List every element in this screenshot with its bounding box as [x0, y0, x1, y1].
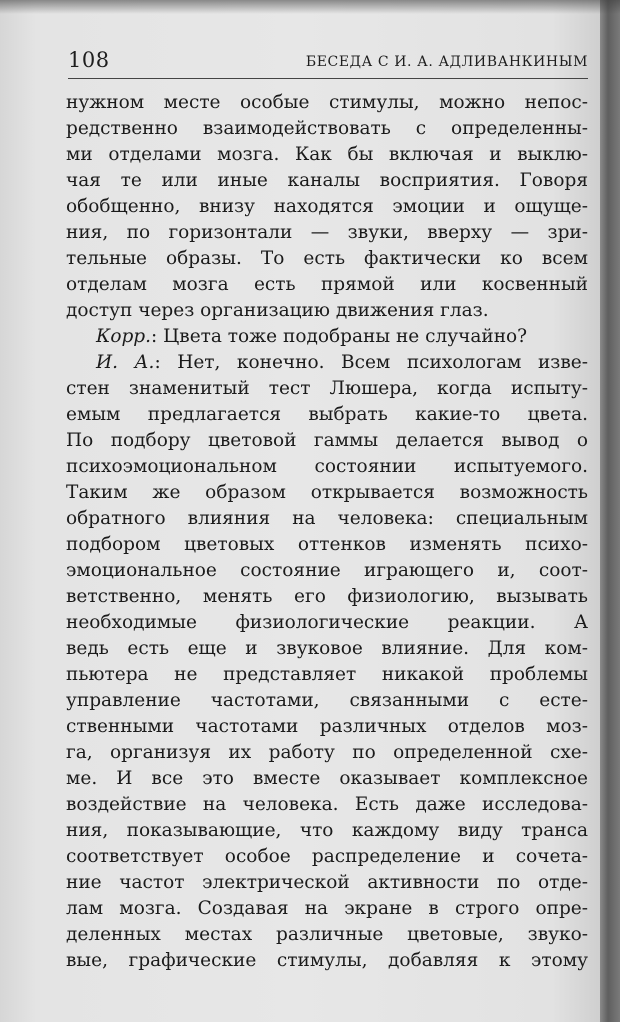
- text-line: соответствует особое распределение и сочета-: [66, 846, 588, 867]
- text-line: ме. И все это вместе оказывает комплексное: [66, 768, 588, 789]
- text-line: стен знаменитый тест Люшера, когда испыту-: [66, 378, 588, 399]
- text-line: отделам мозга есть прямой или косвенный: [66, 274, 588, 295]
- text-line: ние частот электрической активности по отде-: [66, 872, 588, 893]
- dialogue-line: Корр.: Цвета тоже подобраны не случайно?: [96, 326, 528, 347]
- text-line: емым предлагается выбрать какие-то цвета.: [66, 404, 588, 425]
- text-line: вые, графические стимулы, добавляя к этому: [66, 950, 588, 971]
- running-head: БЕСЕДА С И. А. АДЛИВАНКИНЫМ: [305, 54, 588, 70]
- text-line: подбором цветовых оттенков изменять психо-: [66, 534, 588, 555]
- text-line: психоэмоциональном состоянии испытуемого.: [66, 456, 588, 477]
- text-line: ведь есть еще и звуковое влияние. Для ком-: [66, 638, 588, 659]
- text-line: ми отделами мозга. Как бы включая и выклю-: [66, 144, 588, 165]
- text-line: доступ через организацию движения глаз.: [66, 300, 489, 321]
- text-line: воздействие на человека. Есть даже исследова-: [66, 794, 588, 815]
- page-header: [68, 44, 588, 78]
- body-text: [66, 90, 588, 974]
- text-line: пьютера не представляет никакой проблемы: [66, 664, 588, 685]
- text-line: По подбору цветовой гаммы делается вывод о: [66, 430, 588, 451]
- text-line: ственными частотами различных отделов моз-: [66, 716, 588, 737]
- text-line: необходимые физиологические реакции. А: [66, 612, 588, 633]
- text-line: чая те или иные каналы восприятия. Говоря: [66, 170, 588, 191]
- top-edge-shadow: [0, 0, 620, 14]
- text-line: га, организуя их работу по определенной схе-: [66, 742, 588, 763]
- page-number: 108: [68, 48, 110, 72]
- text-line: редственно взаимодействовать с определенны-: [66, 118, 588, 139]
- text-line: ния, по горизонтали — звуки, вверху — зри-: [66, 222, 588, 243]
- text-line: тельные образы. То есть фактически ко всем: [66, 248, 588, 269]
- text-line: лам мозга. Создавая на экране в строго опре-: [66, 898, 588, 919]
- text-line: нужном месте особые стимулы, можно непос-: [66, 92, 588, 113]
- speaker-label: И. А.: [96, 352, 155, 373]
- header-rule: [68, 78, 588, 79]
- text-line: Таким же образом открывается возможность: [66, 482, 588, 503]
- speaker-label: Корр.: [96, 326, 152, 347]
- text-line: ветственно, менять его физиологию, вызывать: [66, 586, 588, 607]
- text-line: обобщенно, внизу находятся эмоции и ощуще-: [66, 196, 588, 217]
- text-line: обратного влияния на человека: специальным: [66, 508, 588, 529]
- text-line: управление частотами, связанными с есте-: [66, 690, 588, 711]
- text-line: деленных местах различные цветовые, звуко-: [66, 924, 588, 945]
- page-edge-shadow: [600, 0, 620, 1022]
- text-line: ния, показывающие, что каждому виду транса: [66, 820, 588, 841]
- text-line: эмоциональное состояние играющего и, соот-: [66, 560, 588, 581]
- dialogue-line: И. А.: Нет, конечно. Всем психологам изве-: [96, 352, 588, 373]
